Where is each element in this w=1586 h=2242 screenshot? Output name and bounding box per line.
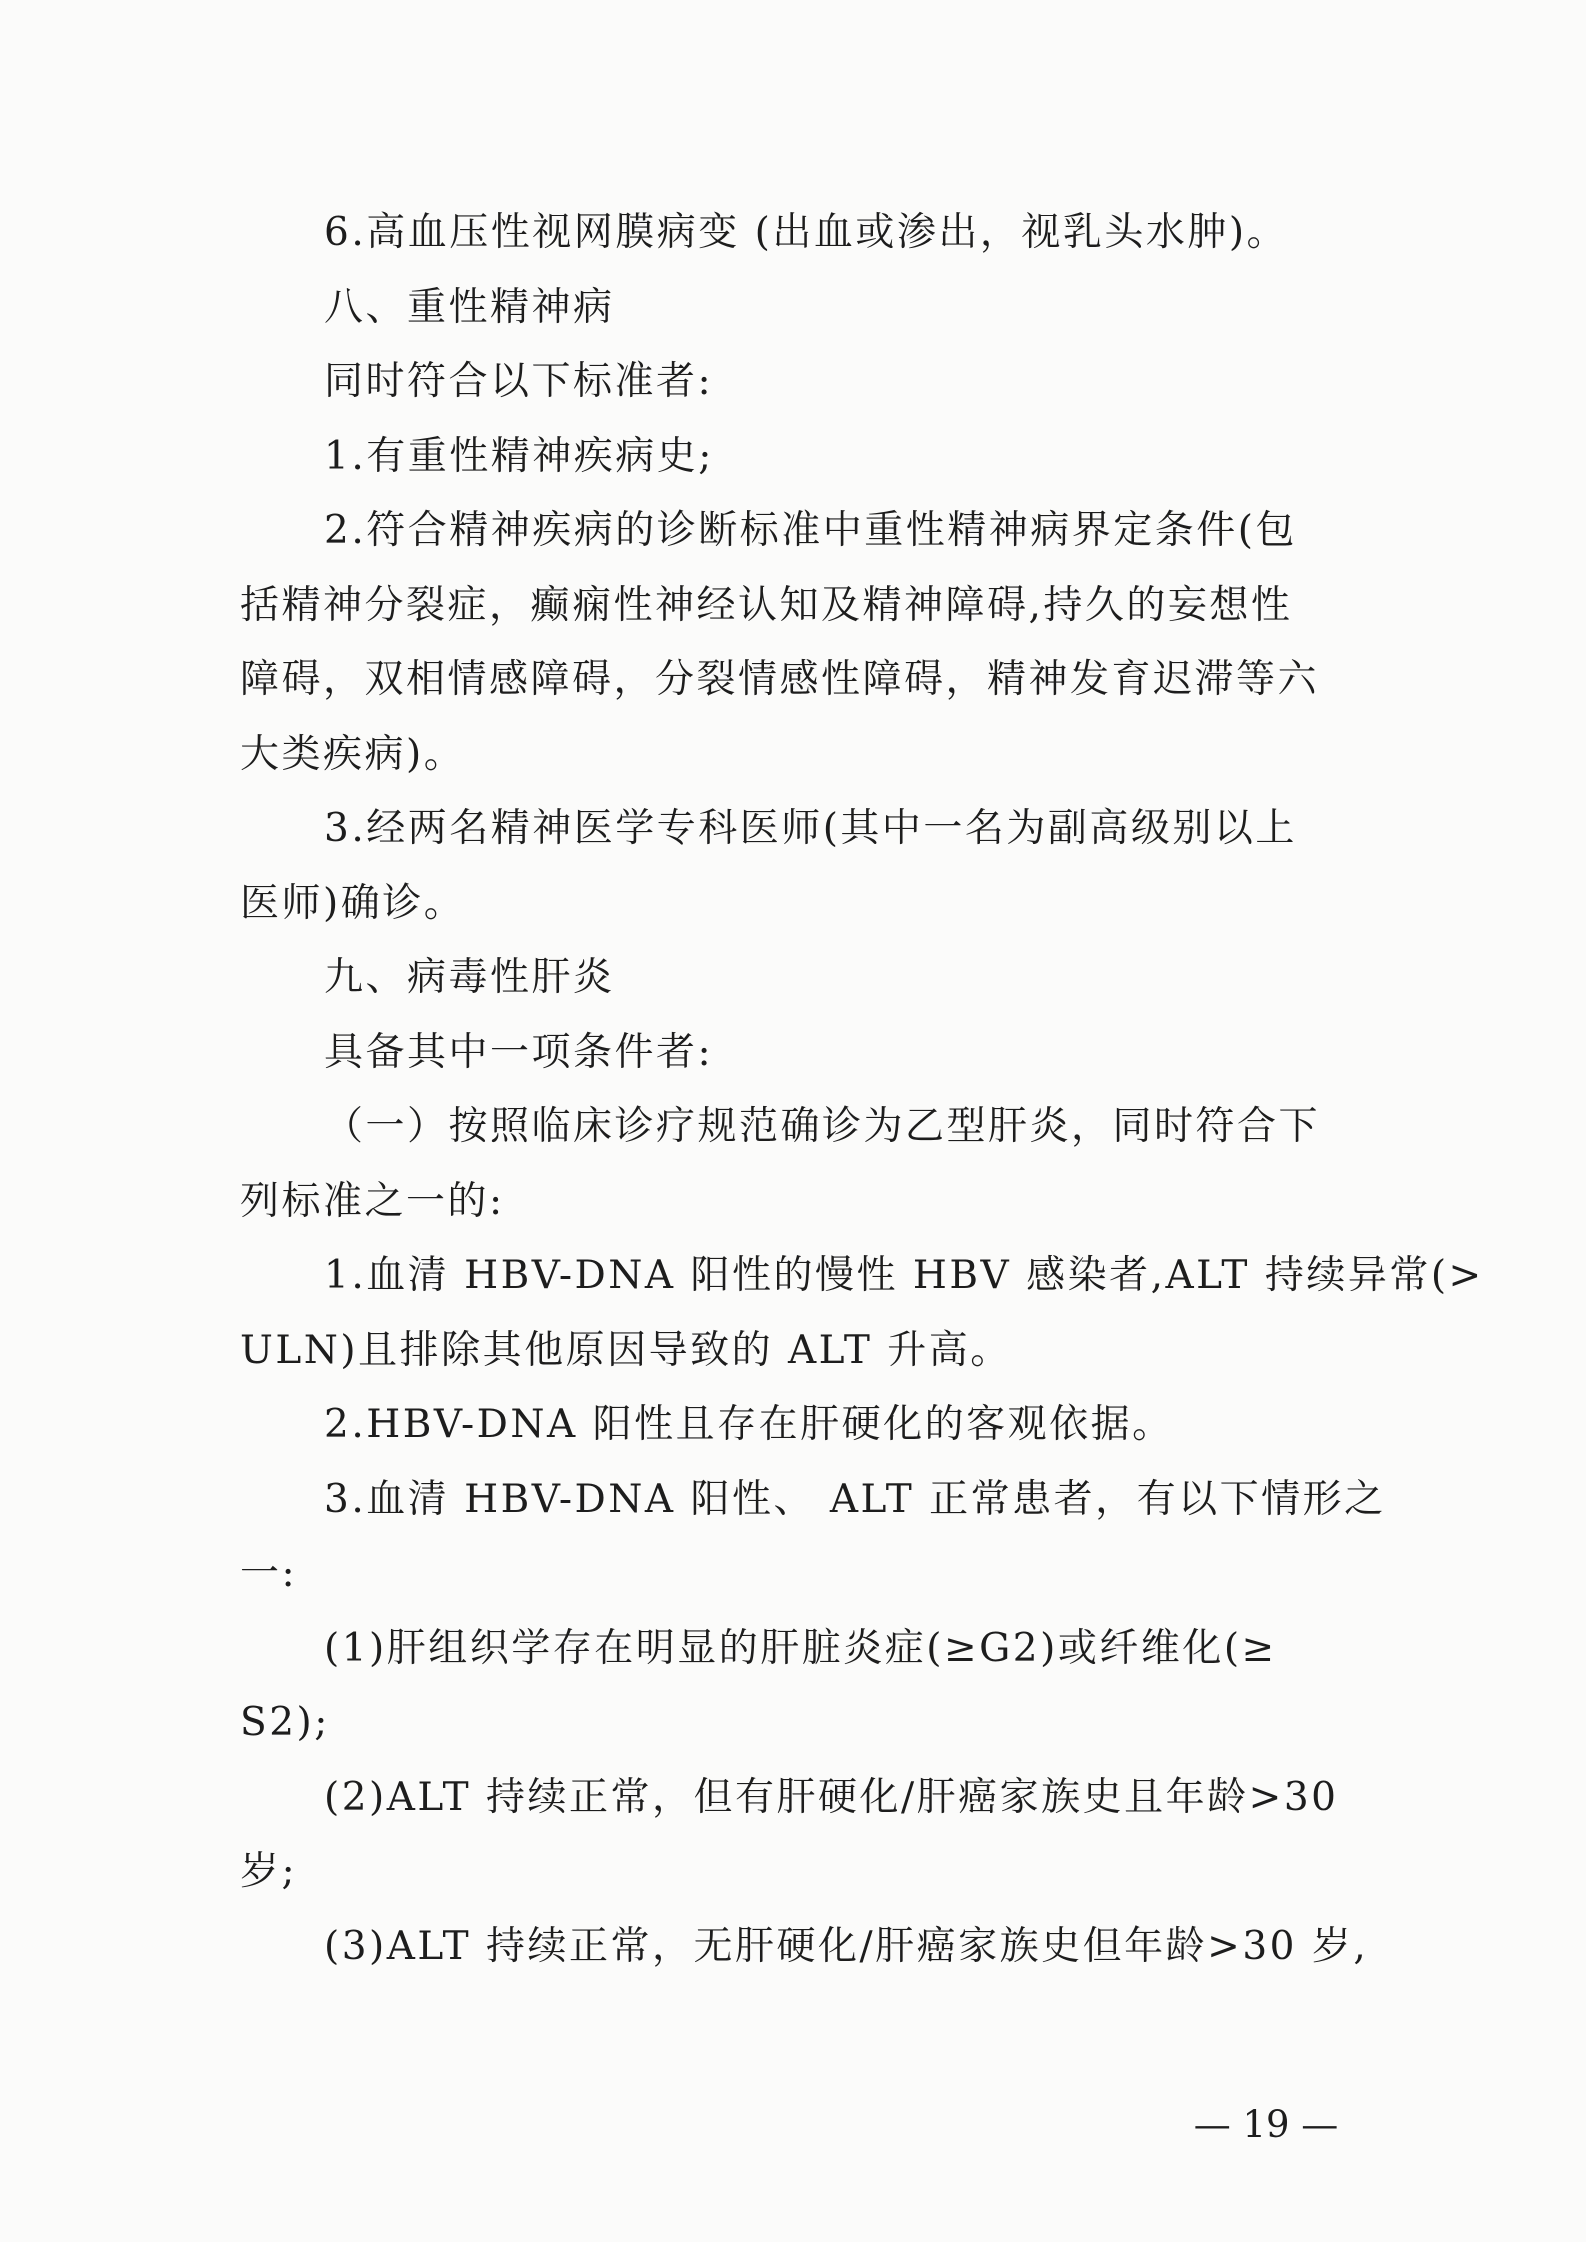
text-line: 具备其中一项条件者:	[324, 1029, 714, 1075]
text-line: (3)ALT 持续正常，无肝硬化/肝癌家族史但年龄>30 岁,	[324, 1923, 1369, 1969]
text-line: ULN)且排除其他原因导致的 ALT 升高。	[240, 1327, 1012, 1373]
text-line: 6.高血压性视网膜病变 (出血或渗出，视乳头水肿)。	[324, 210, 1289, 255]
text-line: 括精神分裂症，癫痫性神经认知及精神障碍,持久的妄想性	[240, 582, 1293, 628]
text-line: 同时符合以下标准者:	[324, 359, 714, 404]
section-heading: 八、重性精神病	[324, 284, 615, 330]
text-line: 岁;	[240, 1849, 298, 1894]
text-line: (2)ALT 持续正常，但有肝硬化/肝癌家族史且年龄>30	[324, 1774, 1339, 1820]
text-line: 医师)确诊。	[240, 880, 466, 926]
text-line: 3.经两名精神医学专科医师(其中一名为副高级别以上	[324, 806, 1297, 851]
text-line: 障碍，双相情感障碍，分裂情感性障碍，精神发育迟滞等六	[240, 657, 1320, 702]
text-line: 一:	[240, 1551, 298, 1596]
text-line: 1.有重性精神疾病史;	[324, 433, 714, 479]
text-line: 3.血清 HBV-DNA 阳性、 ALT 正常患者，有以下情形之	[324, 1476, 1386, 1522]
text-line: （一）按照临床诊疗规范确诊为乙型肝炎，同时符合下	[324, 1104, 1321, 1149]
section-heading: 九、病毒性肝炎	[324, 955, 615, 1000]
page-number: — 19 —	[1193, 2103, 1339, 2146]
text-line: 2.HBV-DNA 阳性且存在肝硬化的客观依据。	[324, 1402, 1174, 1447]
text-line: 大类疾病)。	[240, 731, 466, 777]
text-line: (1)肝组织学存在明显的肝脏炎症(≥G2)或纤维化(≥	[324, 1625, 1277, 1671]
text-line: S2);	[240, 1700, 330, 1745]
text-line: 2.符合精神疾病的诊断标准中重性精神病界定条件(包	[324, 508, 1297, 553]
text-line: 1.血清 HBV-DNA 阳性的慢性 HBV 感染者,ALT 持续异常(>	[324, 1253, 1484, 1298]
text-line: 列标准之一的:	[240, 1178, 505, 1224]
document-body	[240, 196, 1484, 1984]
